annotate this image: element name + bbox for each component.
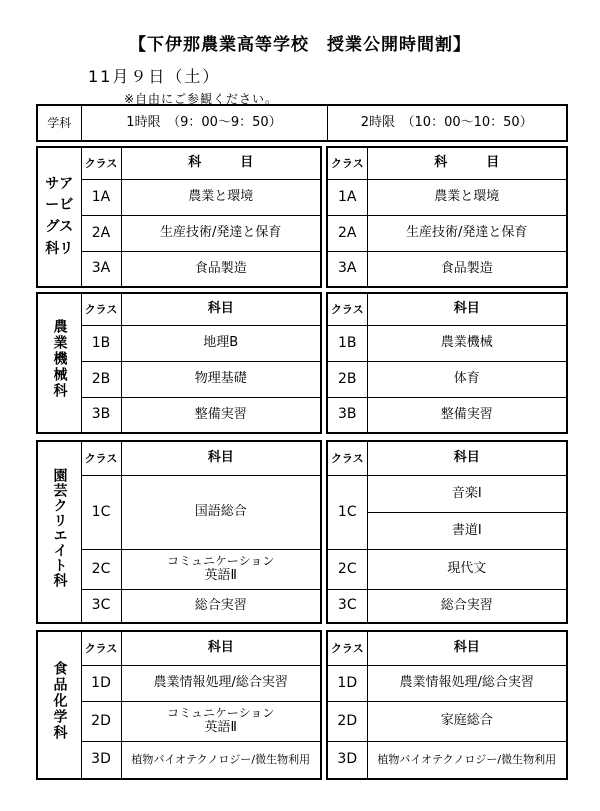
subject-cell — [121, 701, 321, 741]
class-cell: 1A — [327, 179, 367, 215]
subject-header: 科目 — [121, 631, 321, 665]
class-cell: 2D — [81, 701, 121, 741]
class-cell: 1B — [327, 325, 367, 361]
subject-cell: 農業情報処理/総合実習 — [367, 665, 567, 701]
dept-table-horticulture-p2 — [326, 440, 568, 624]
subject-cell: 生産技術/発達と保育 — [121, 215, 321, 251]
subject-cell: 食品製造 — [367, 251, 567, 287]
subject-cell: 総合実習 — [121, 589, 321, 623]
dept-name-service: サア ービ グス 科リ — [37, 147, 81, 287]
subject-line: コミュニケーション — [167, 706, 275, 720]
subject-cell: 整備実習 — [367, 397, 567, 433]
dept-column-header: 学科 — [37, 105, 81, 141]
class-cell: 3A — [81, 251, 121, 287]
class-cell: 2C — [327, 549, 367, 589]
subject-cell: 食品製造 — [121, 251, 321, 287]
subject-cell: 地理B — [121, 325, 321, 361]
subject-cell: 農業機械 — [367, 325, 567, 361]
class-header: クラス — [81, 441, 121, 475]
subject-cell: 農業と環境 — [121, 179, 321, 215]
class-cell: 3C — [327, 589, 367, 623]
period1-header: 1時限 （9：00～9：50） — [81, 105, 327, 141]
class-header: クラス — [81, 293, 121, 325]
dept-table-horticulture-p1 — [36, 440, 322, 624]
dept-table-machinery-p1 — [36, 292, 322, 434]
class-cell: 2D — [327, 701, 367, 741]
subject-cell: 国語総合 — [121, 475, 321, 549]
class-header: クラス — [327, 147, 367, 179]
class-cell: 3B — [327, 397, 367, 433]
class-header: クラス — [327, 293, 367, 325]
page-title: 【下伊那農業高等学校 授業公開時間割】 — [129, 35, 471, 55]
subject-cell: 現代文 — [367, 549, 567, 589]
class-cell: 2B — [81, 361, 121, 397]
class-cell: 2A — [81, 215, 121, 251]
class-cell: 1C — [81, 475, 121, 549]
class-cell: 3B — [81, 397, 121, 433]
subject-cell: 音楽Ⅰ — [367, 475, 567, 512]
subject-cell: 総合実習 — [367, 589, 567, 623]
class-cell: 1C — [327, 475, 367, 549]
subject-cell: 生産技術/発達と保育 — [367, 215, 567, 251]
subject-header: 科目 — [367, 441, 567, 475]
subject-cell: 家庭総合 — [367, 701, 567, 741]
subject-cell: 書道Ⅰ — [367, 512, 567, 549]
subject-cell: 農業情報処理/総合実習 — [121, 665, 321, 701]
subject-cell: 植物バイオテクノロジー/微生物利用 — [121, 741, 321, 779]
class-cell: 2B — [327, 361, 367, 397]
date-label: 11月９日（土） — [88, 67, 221, 86]
class-cell: 1D — [327, 665, 367, 701]
class-header: クラス — [327, 441, 367, 475]
subject-header: 科目 — [367, 631, 567, 665]
class-header: クラス — [81, 631, 121, 665]
class-cell: 3D — [327, 741, 367, 779]
subject-cell — [121, 549, 321, 589]
subject-line: コミュニケーション — [167, 554, 275, 568]
period-header — [36, 104, 568, 142]
class-cell: 2A — [327, 215, 367, 251]
note-text: ※自由にご参観ください。 — [124, 92, 279, 106]
subject-header: 科目 — [121, 441, 321, 475]
class-cell: 1D — [81, 665, 121, 701]
subject-line: 英語Ⅱ — [204, 568, 237, 584]
class-cell: 1B — [81, 325, 121, 361]
subject-cell: 物理基礎 — [121, 361, 321, 397]
dept-name-food-chem: 食品化学科 — [37, 631, 81, 779]
dept-table-machinery-p2 — [326, 292, 568, 434]
class-cell: 3C — [81, 589, 121, 623]
class-cell: 3A — [327, 251, 367, 287]
class-cell: 3D — [81, 741, 121, 779]
class-header: クラス — [327, 631, 367, 665]
dept-table-service-p2 — [326, 146, 568, 288]
subject-cell: 植物バイオテクノロジー/微生物利用 — [367, 741, 567, 779]
class-cell: 2C — [81, 549, 121, 589]
dept-table-service-p1 — [36, 146, 322, 288]
class-cell: 1A — [81, 179, 121, 215]
subject-header: 科 目 — [121, 147, 321, 179]
subject-cell: 農業と環境 — [367, 179, 567, 215]
subject-cell: 整備実習 — [121, 397, 321, 433]
subject-header: 科目 — [367, 293, 567, 325]
dept-table-food-chem-p1 — [36, 630, 322, 780]
subject-line: 英語Ⅱ — [204, 720, 237, 736]
period2-header: 2時限 （10：00～10：50） — [327, 105, 567, 141]
dept-name-horticulture: 園芸クリエイト科 — [37, 441, 81, 623]
dept-name-machinery: 農業機械科 — [37, 293, 81, 433]
subject-header: 科目 — [121, 293, 321, 325]
dept-table-food-chem-p2 — [326, 630, 568, 780]
class-header: クラス — [81, 147, 121, 179]
subject-header: 科 目 — [367, 147, 567, 179]
subject-cell: 体育 — [367, 361, 567, 397]
